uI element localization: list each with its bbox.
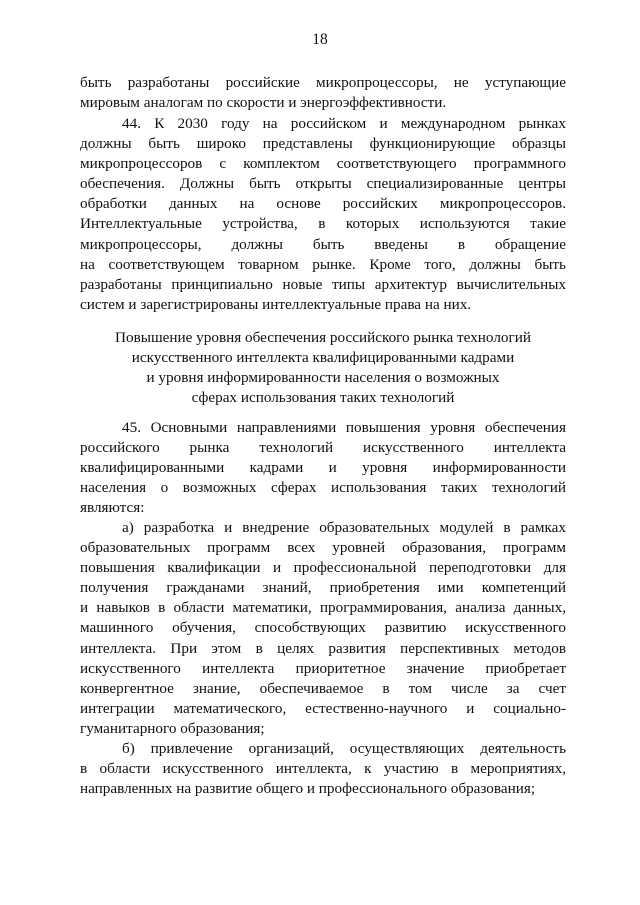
text-line: населения о возможных сферах использования таких технологий [80,479,566,497]
text-line: интеграции математического, естественно-научного и социально- [80,699,566,717]
text-line: получения гражданами знаний, приобретения ими компетенций [80,579,566,597]
heading-line: сферах использования таких технологий [191,389,455,407]
text-line: гуманитарного образования; [80,719,265,737]
text-line: машинного обучения, способствующих развитию искусственного [80,619,566,637]
text-line: должны быть широко представлены функционирующие образцы [80,135,566,153]
text-line: искусственного интеллекта приоритетное значение приобретает [80,659,566,677]
text-line: в области искусственного интеллекта, к участию в мероприятиях, [80,760,566,778]
text-line: систем и зарегистрированы интеллектуальные права на них. [80,295,472,313]
text-line: микропроцессоров с комплектом соответствующего программного [80,155,566,173]
text-line: и навыков в области математики, программирования, анализа данных, [80,599,566,617]
text-line: направленных на развитие общего и профессионального образования; [80,780,536,798]
text-line: быть разработаны российские микропроцессоры, не уступающие [80,74,566,91]
text-line: разработаны принципиально новые типы архитектур вычислительных [80,275,566,293]
text-line: интеллекта. При этом в целях развития перспективных методов [80,639,566,657]
section-heading [80,328,566,408]
heading-line: Повышение уровня обеспечения российского рынка технологий [115,329,531,346]
heading-line: и уровня информированности населения о возможных [146,369,500,387]
page-number: 18 [312,31,328,48]
text-line: повышения квалификации и профессиональной переподготовки для [80,559,566,577]
text-line: квалифицированными кадрами и уровня информированности [80,459,566,477]
text-line: образовательных программ всех уровней образования, программ [80,539,566,557]
text-line: Интеллектуальные устройства, в которых используются такие [80,215,566,233]
heading-line: искусственного интеллекта квалифицированными кадрами [131,349,515,367]
text-line: являются: [80,499,145,517]
list-item-a [80,518,566,739]
text-line: микропроцессоры, должны быть введены в обращение [80,235,566,253]
text-line: мировым аналогам по скорости и энергоэффективности. [80,94,447,112]
text-line: обработки данных на основе российских микропроцессоров. [80,195,566,213]
text-line: 44. К 2030 году на российском и международном рынках [122,115,566,132]
text-line: 45. Основными направлениями повышения уровня обеспечения [122,419,566,436]
paragraph-44 [80,114,566,315]
text-line: а) разработка и внедрение образовательных модулей в рамках [122,519,566,536]
text-line: на соответствующем товарном рынке. Кроме того, должны быть [80,255,566,273]
list-item-b [80,739,566,799]
paragraph-continuation [80,73,566,113]
text-line: б) привлечение организаций, осуществляющих деятельность [122,740,566,757]
text-line: обеспечения. Должны быть открыты специализированные центры [80,175,566,193]
paragraph-45 [80,418,566,518]
text-line: российского рынка технологий искусственного интеллекта [80,439,566,457]
text-line: конвергентное знание, обеспечиваемое в том числе за счет [80,679,566,697]
